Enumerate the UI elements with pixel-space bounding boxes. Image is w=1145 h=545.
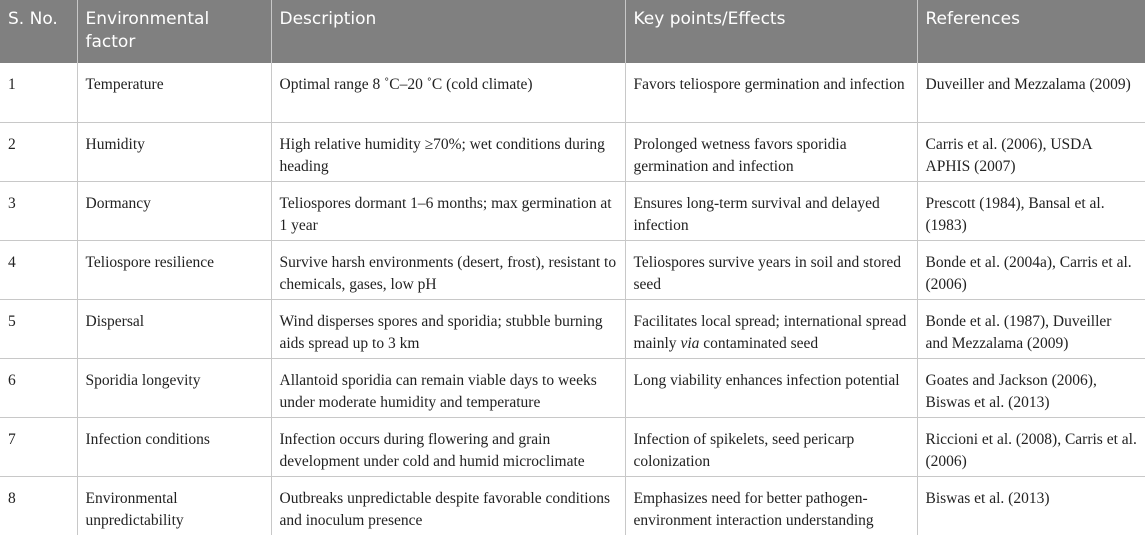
- table-row: [0, 240, 1145, 299]
- reference-cell: Riccioni et al. (2008), Carris et al. (2006): [917, 417, 1145, 476]
- sno-cell: 3: [0, 181, 77, 240]
- table-row: [0, 299, 1145, 358]
- effect-cell: Teliospores survive years in soil and stored seed: [625, 240, 917, 299]
- effect-pre: Facilitates local spread; international spread mainly: [633, 312, 907, 352]
- header-sno: S. No.: [0, 0, 77, 63]
- table-row: [0, 417, 1145, 476]
- effect-cell: Prolonged wetness favors sporidia germination and infection: [625, 122, 917, 181]
- effect-cell: Ensures long-term survival and delayed infection: [625, 181, 917, 240]
- table-row: [0, 181, 1145, 240]
- reference-cell: Bonde et al. (1987), Duveiller and Mezzalama (2009): [917, 299, 1145, 358]
- description-cell: High relative humidity ≥70%; wet conditions during heading: [271, 122, 625, 181]
- effect-cell: Long viability enhances infection potential: [625, 358, 917, 417]
- description-cell: Optimal range 8 ˚C–20 ˚C (cold climate): [271, 63, 625, 122]
- description-cell: Infection occurs during flowering and grain development under cold and humid microclimate: [271, 417, 625, 476]
- table-row: [0, 63, 1145, 122]
- factor-cell: Infection conditions: [77, 417, 271, 476]
- table-row: [0, 476, 1145, 535]
- factor-cell: Temperature: [77, 63, 271, 122]
- header-references: References: [917, 0, 1145, 63]
- effect-post: contaminated seed: [699, 334, 819, 352]
- reference-cell: Goates and Jackson (2006), Biswas et al. (2013): [917, 358, 1145, 417]
- effect-cell: [625, 299, 917, 358]
- factor-cell: Sporidia longevity: [77, 358, 271, 417]
- description-cell: Teliospores dormant 1–6 months; max germination at 1 year: [271, 181, 625, 240]
- effect-cell: Emphasizes need for better pathogen-environment interaction understanding: [625, 476, 917, 535]
- description-cell: Survive harsh environments (desert, frost), resistant to chemicals, gases, low pH: [271, 240, 625, 299]
- factor-cell: Dormancy: [77, 181, 271, 240]
- factor-cell: Environmental unpredictability: [77, 476, 271, 535]
- effect-cell: Favors teliospore germination and infection: [625, 63, 917, 122]
- header-description: Description: [271, 0, 625, 63]
- factor-cell: Dispersal: [77, 299, 271, 358]
- reference-cell: Prescott (1984), Bansal et al. (1983): [917, 181, 1145, 240]
- sno-cell: 7: [0, 417, 77, 476]
- sno-cell: 2: [0, 122, 77, 181]
- factor-cell: Teliospore resilience: [77, 240, 271, 299]
- reference-cell: Bonde et al. (2004a), Carris et al. (2006): [917, 240, 1145, 299]
- header-factor: Environmental factor: [77, 0, 271, 63]
- header-row: [0, 0, 1145, 63]
- table-row: [0, 358, 1145, 417]
- reference-cell: Duveiller and Mezzalama (2009): [917, 63, 1145, 122]
- sno-cell: 5: [0, 299, 77, 358]
- sno-cell: 6: [0, 358, 77, 417]
- table-row: [0, 122, 1145, 181]
- description-cell: Allantoid sporidia can remain viable days to weeks under moderate humidity and temperature: [271, 358, 625, 417]
- reference-cell: Carris et al. (2006), USDA APHIS (2007): [917, 122, 1145, 181]
- sno-cell: 8: [0, 476, 77, 535]
- header-effects: Key points/Effects: [625, 0, 917, 63]
- description-cell: Outbreaks unpredictable despite favorable conditions and inoculum presence: [271, 476, 625, 535]
- effect-italic: via: [680, 334, 700, 352]
- factor-cell: Humidity: [77, 122, 271, 181]
- reference-cell: Biswas et al. (2013): [925, 489, 1050, 507]
- description-cell: Wind disperses spores and sporidia; stubble burning aids spread up to 3 km: [271, 299, 625, 358]
- sno-cell: 4: [0, 240, 77, 299]
- effect-cell: Infection of spikelets, seed pericarp colonization: [625, 417, 917, 476]
- sno-cell: 1: [0, 63, 77, 122]
